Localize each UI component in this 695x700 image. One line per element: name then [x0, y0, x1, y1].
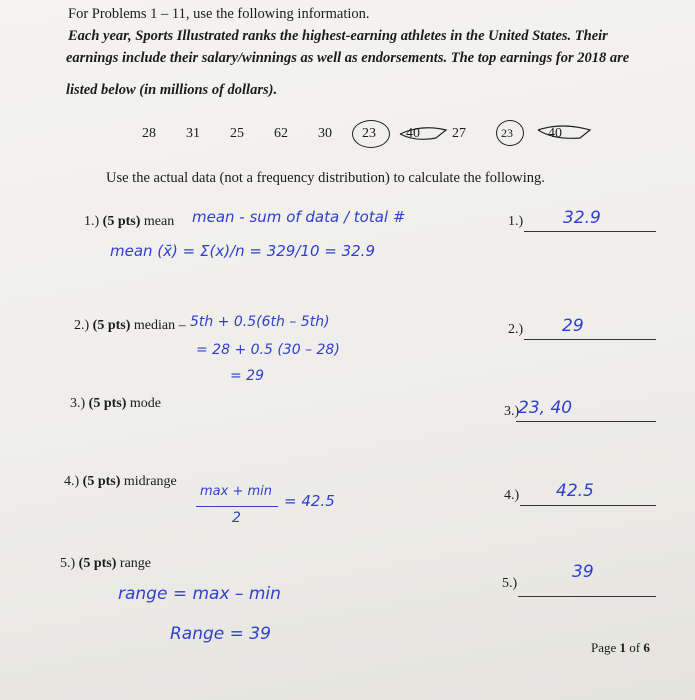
problem-2-work-line-2: = 28 + 0.5 (30 – 28)	[196, 342, 340, 358]
answer-label: 5.)	[502, 576, 518, 591]
problem-1-work-line-2: mean (x̄) = Σ(x)/n = 329/10 = 32.9	[110, 242, 375, 260]
intro-line-1: Each year, Sports Illustrated ranks the highest-earning athletes in the United States. Their	[68, 28, 608, 44]
data-value: 27	[452, 126, 466, 141]
answer-line	[524, 339, 656, 340]
data-value: 23	[501, 126, 513, 140]
problem-5-work-line-1: range = max – min	[118, 584, 281, 604]
data-value: 40	[548, 126, 562, 141]
problem-5-answer: 39	[572, 562, 594, 582]
problem-5-label: 5.) (5 pts) range	[60, 556, 151, 571]
page-number: Page 1 of 6	[591, 640, 650, 655]
problem-1-label: 1.) (5 pts) mean	[84, 214, 175, 229]
answer-label: 1.)	[508, 214, 524, 229]
intro-line-2: earnings include their salary/winnings as well as endorsements. The top earnings for 2018 are	[66, 50, 630, 66]
drawn-arrow	[394, 118, 454, 148]
problem-4-label: 4.) (5 pts) midrange	[64, 474, 177, 489]
problem-2-work-line-1: 5th + 0.5(6th – 5th)	[190, 314, 330, 330]
problem-4-numerator: max + min	[200, 484, 272, 499]
answer-line	[520, 505, 656, 506]
problem-3-answer: 23, 40	[518, 398, 573, 418]
data-value: 40	[406, 126, 420, 141]
problem-1-work-line-1: mean - sum of data / total #	[192, 208, 406, 226]
data-value: 31	[186, 126, 200, 141]
intro-line-3: listed below (in millions of dollars).	[66, 82, 278, 98]
data-value: 62	[274, 126, 288, 141]
drawn-arrow	[532, 118, 602, 148]
data-value: 25	[230, 126, 244, 141]
problem-2-answer: 29	[562, 316, 584, 336]
answer-line	[518, 596, 656, 597]
data-value: 28	[142, 126, 156, 141]
data-value: 30	[318, 126, 332, 141]
answer-label: 4.)	[504, 488, 520, 503]
answer-label: 2.)	[508, 322, 524, 337]
problem-4-result: = 42.5	[284, 492, 335, 510]
problem-2-work-line-3: = 29	[230, 368, 264, 384]
data-value: 23	[362, 126, 376, 141]
problem-4-answer: 42.5	[556, 481, 594, 501]
instructions-line: For Problems 1 – 11, use the following information.	[68, 6, 370, 22]
problem-4-denominator: 2	[232, 510, 241, 526]
answer-line	[524, 231, 656, 232]
problem-3-label: 3.) (5 pts) mode	[70, 396, 162, 411]
answer-label: 3.)	[504, 404, 520, 419]
answer-line	[516, 421, 656, 422]
fraction-bar	[196, 506, 278, 507]
problem-1-answer: 32.9	[563, 208, 601, 228]
directions-line: Use the actual data (not a frequency distribution) to calculate the following.	[106, 170, 545, 186]
problem-5-work-line-2: Range = 39	[170, 624, 271, 644]
problem-2-label: 2.) (5 pts) median –	[74, 318, 186, 333]
